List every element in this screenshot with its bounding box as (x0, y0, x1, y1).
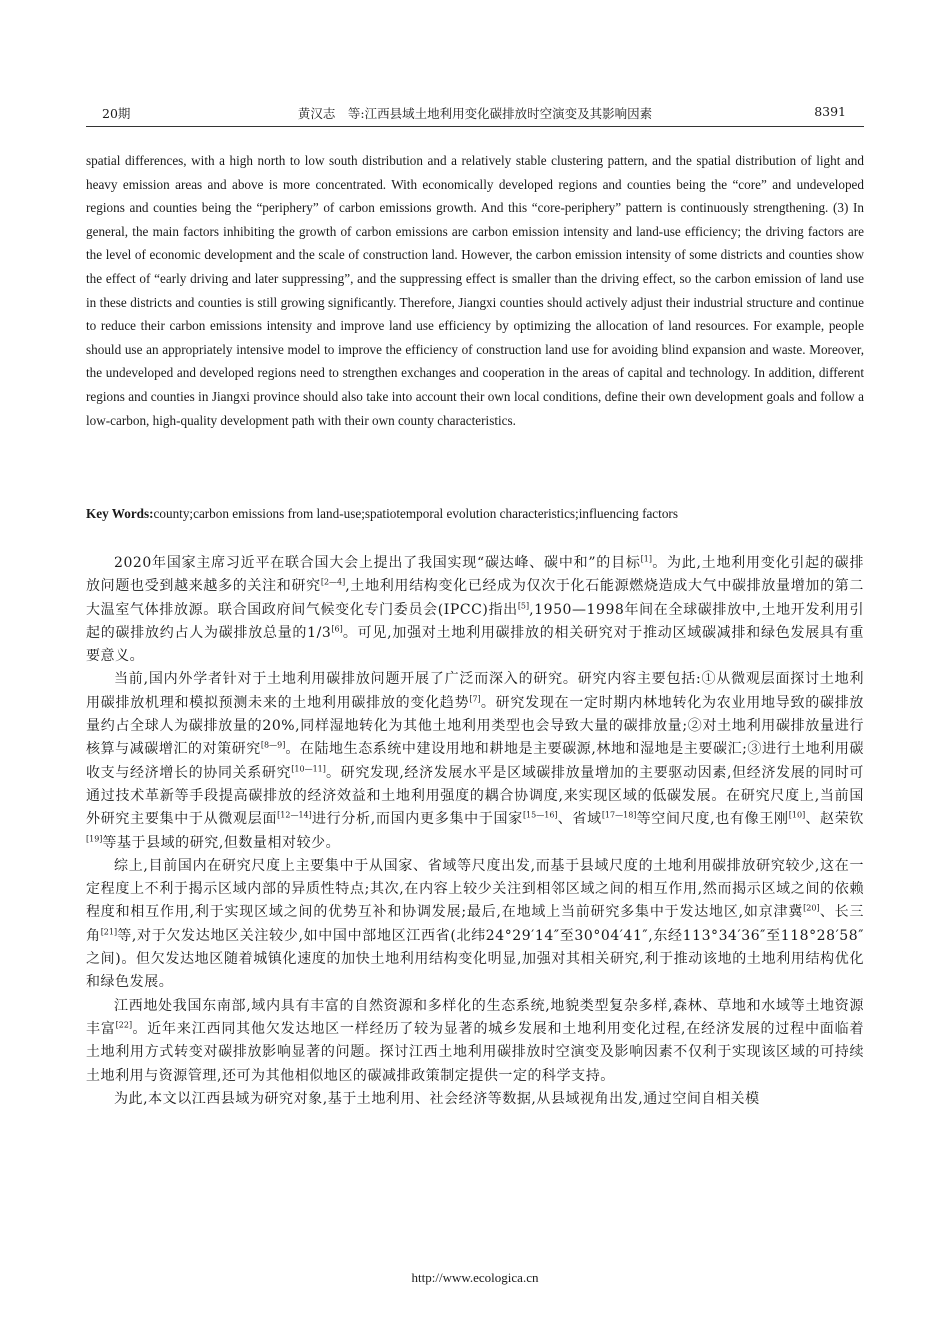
page-number: 8391 (814, 104, 846, 119)
citation[interactable]: [1] (640, 554, 652, 564)
citation[interactable]: [12—14] (277, 810, 312, 820)
paragraph-2: 当前,国内外学者针对于土地利用碳排放问题开展了广泛而深入的研究。研究内容主要包括:①从微观层面探讨土地利用碳排放机理和模拟预测未来的土地利用碳排放的变化趋势[7]。研究发现在一定时期内林地转化为农业用地导致的碳排放量约占全球人为碳排放量的20%,同样湿地转化为其他土地利用类型也会导致大量的碳排放量;②对土地利用碳排放量进行核算与减碳增汇的对策研究[8—9]。在陆地生态系统中建设用地和耕地是主要碳源,林地和湿地是主要碳汇;③进行土地利用碳收支与经济增长的协同关系研究[10—11]。研究发现,经济发展水平是区域碳排放量增加的主要驱动因素,但经济发展的同时可通过技术革新等手段提高碳排放的经济效益和土地利用强度的耦合协调度,来实现区域的低碳发展。在研究尺度上,当前国外研究主要集中于从微观层面[12—14]进行分析,而国内更多集中于国家[15—16]、省域[17—18]等空间尺度,也有像王刚[10]、赵荣钦[19]等基于县域的研究,但数量相对较少。 (86, 671, 865, 851)
citation[interactable]: [22] (115, 1020, 133, 1030)
abstract-continued: spatial differences, with a high north to low south distribution and a relatively stable clustering pattern, and the spatial distribution of light and heavy emission areas and above is more concentrated. With economically developed regions and counties being the “core” and undeveloped regions and counties being the “periphery” of carbon emissions growth. And this “core-periphery” pattern is continuously strengthening. (3) In general, the main factors inhibiting the growth of carbon emissions are carbon emission intensity and land-use efficiency; the driving factors are the level of economic development and the scale of construction land. However, the carbon emission intensity of some districts and counties show the effect of “early driving and later suppressing”, and the suppressing effect is smaller than the driving effect, so the carbon emission of land use in these districts and counties is still growing significantly. Therefore, Jiangxi counties should actively adjust their industrial structure and continue to reduce their carbon emissions intensity and improve land use efficiency by optimizing the allocation of land resources. For example, people should use an appropriately intensive model to improve the efficiency of construction land use for avoiding blind expansion and waste. Moreover, the undeveloped and developed regions need to strengthen exchanges and cooperation in the areas of capital and technology. In addition, different regions and counties in Jiangxi province should also take into account their own local conditions, define their own development goals and follow a low-carbon, high-quality development path with their own county characteristics. (86, 153, 864, 428)
citation[interactable]: [10—11] (291, 764, 326, 774)
citation[interactable]: [19] (86, 833, 103, 843)
paragraph-4: 江西地处我国东南部,域内具有丰富的自然资源和多样化的生态系统,地貌类型复杂多样,森林、草地和水域等土地资源丰富[22]。近年来江西同其他欠发达地区一样经历了较为显著的城乡发展和土地利用变化过程,在经济发展的过程中面临着土地利用方式转变对碳排放影响显著的问题。探讨江西土地利用碳排放时空演变及影响因素不仅利于实现该区域的可持续土地利用与资源管理,还可为其他相似地区的碳减排政策制定提供一定的科学支持。 (86, 997, 864, 1084)
citation[interactable]: [21] (100, 927, 118, 937)
running-title: 黄汉志 等:江西县域土地利用变化碳排放时空演变及其影响因素 (297, 106, 653, 121)
issue-number: 20期 (102, 106, 131, 121)
citation[interactable]: [17—18] (601, 810, 637, 820)
citation[interactable]: [8—9] (260, 740, 286, 750)
paragraph-5: 为此,本文以江西县域为研究对象,基于土地利用、社会经济等数据,从县域视角出发,通过空间自相关模 (114, 1090, 760, 1107)
footer-url[interactable]: http://www.ecologica.cn (411, 1270, 539, 1285)
citation[interactable]: [2—4] (320, 577, 346, 587)
body-text (86, 552, 864, 1111)
running-header (86, 104, 864, 127)
citation[interactable]: [15—16] (522, 810, 558, 820)
citation[interactable]: [7] (469, 694, 481, 704)
paragraph-3: 综上,目前国内在研究尺度上主要集中于从国家、省域等尺度出发,而基于县域尺度的土地利用碳排放研究较少,这在一定程度上不利于揭示区域内部的异质性特点;其次,在内容上较少关注到相邻区域之间的相互作用,然而揭示区域之间的依赖程度和相互作用,利于实现区域之间的优势互补和协调发展;最后,在地域上当前研究多集中于发达地区,如京津冀[20]、长三角[21]等,对于欠发达地区关注较少,如中国中部地区江西省(北纬24°29′14″至30°04′41″,东经113°34′36″至118°28′58″之间)。但欠发达地区随着城镇化速度的加快土地利用结构变化明显,加强对其相关研究,利于推动该地的土地利用结构优化和绿色发展。 (86, 857, 864, 991)
keywords-label: Key Words: (86, 506, 154, 521)
citation[interactable]: [6] (331, 624, 343, 634)
keywords-text: county;carbon emissions from land-use;spatiotemporal evolution characteristics;influencing factors (153, 506, 678, 521)
citation[interactable]: [20] (803, 903, 820, 913)
citation[interactable]: [5] (517, 600, 530, 610)
citation[interactable]: [10] (788, 810, 806, 820)
paragraph-1: 2020年国家主席习近平在联合国大会上提出了我国实现“碳达峰、碳中和”的目标[1]。为此,土地利用变化引起的碳排放问题也受到越来越多的关注和研究[2—4],土地利用结构变化已经成为仅次于化石能源燃烧造成大气中碳排放量增加的第二大温室气体排放源。联合国政府间气候变化专门委员会(IPCC)指出[5],1950—1998年间在全球碳排放中,土地开发利用引起的碳排放约占人为碳排放总量的1/3[6]。可见,加强对土地利用碳排放的相关研究对于推动区域碳减排和绿色发展具有重要意义。 (86, 554, 865, 665)
keywords-line (86, 504, 864, 524)
